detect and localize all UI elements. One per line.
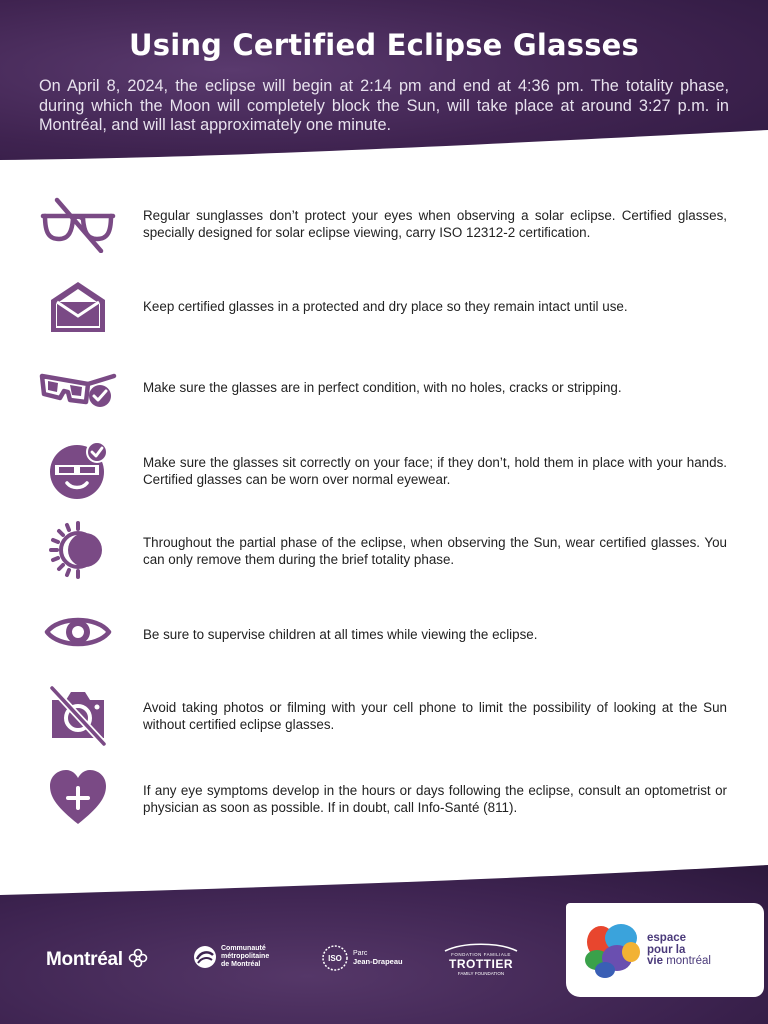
tip-item — [0, 518, 768, 588]
tip-item — [0, 275, 768, 345]
no-camera-icon — [38, 683, 118, 747]
heart-plus-icon — [38, 765, 118, 829]
svg-text:ISO: ISO — [328, 954, 342, 963]
no-sunglasses-icon — [38, 193, 118, 257]
tip-text: Regular sunglasses don’t protect your eyes when observing a solar eclipse. Certified glasses, specially designed for solar eclipse viewing, carry ISO 12312-2 certification. — [143, 208, 727, 240]
tip-text: Throughout the partial phase of the eclipse, when observing the Sun, wear certified glasses. You can only remove them during the brief totality phase. — [143, 535, 727, 567]
tip-item — [0, 683, 768, 753]
tip-text: Be sure to supervise children at all times while viewing the eclipse. — [143, 627, 538, 642]
footer-wave — [0, 855, 768, 900]
trottier-arc-icon — [443, 942, 519, 952]
face-with-glasses-icon — [38, 438, 118, 502]
montreal-rosette-icon — [128, 948, 148, 968]
tip-text: If any eye symptoms develop in the hours or days following the eclipse, consult an optometrist or physician as soon as possible. If in doubt, call Info-Santé (811). — [143, 783, 727, 815]
parc-seal-icon — [321, 944, 349, 972]
cmm-logo: Communauté métropolitaine de Montréal — [193, 945, 269, 969]
espace-pour-la-vie-logo: espace pour la vie montréal — [647, 932, 711, 967]
tip-text: Keep certified glasses in a protected and dry place so they remain intact until use. — [143, 299, 628, 314]
tip-item — [0, 193, 768, 263]
tip-item — [0, 600, 768, 670]
parc-jean-drapeau-logo: ISO Parc Jean-Drapeau — [321, 944, 403, 972]
trottier-foundation-logo: FONDATION FAMILIALE TROTTIER FAMILY FOUNDATION — [443, 942, 519, 976]
tip-text: Avoid taking photos or filming with your cell phone to limit the possibility of looking at the Sun without certified eclipse glasses. — [143, 700, 727, 732]
page-title: Using Certified Eclipse Glasses — [128, 28, 640, 62]
espace-pour-la-vie-logo-icon — [583, 920, 643, 980]
cmm-swirl-icon — [193, 945, 217, 969]
tip-text: Make sure the glasses sit correctly on your face; if they don’t, hold them in place with your hands. Certified glasses can be worn over normal eyewear. — [143, 455, 727, 487]
tip-item — [0, 438, 768, 508]
eye-icon — [38, 600, 118, 664]
tip-item — [0, 355, 768, 425]
tip-text: Make sure the glasses are in perfect condition, with no holes, cracks or stripping. — [143, 380, 622, 395]
partial-sun-icon — [38, 518, 118, 582]
eclipse-glasses-check-icon — [38, 355, 118, 419]
tip-item — [0, 765, 768, 835]
montreal-logo: Montréal — [46, 948, 148, 971]
envelope-icon — [38, 275, 118, 339]
header-wave — [0, 130, 768, 180]
intro-paragraph: On April 8, 2024, the eclipse will begin at 2:14 pm and end at 4:36 pm. The totality phase, during which the Moon will completely block the Sun, will take place at around 3:27 p.m. in Montréal, and will last approximately one minute. — [39, 77, 729, 134]
